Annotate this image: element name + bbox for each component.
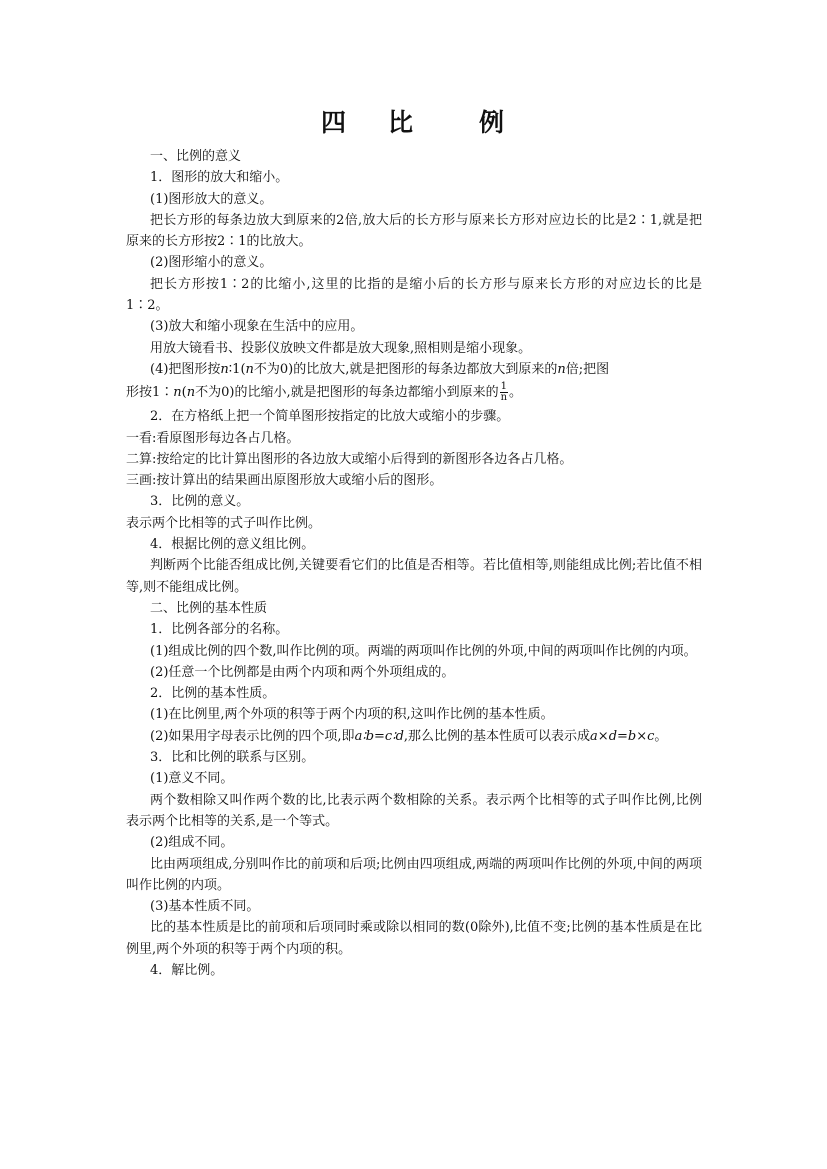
paragraph-text: 用放大镜看书、投影仪放映文件都是放大现象,照相则是缩小现象。 [150,340,532,356]
paragraph-text: 把长方形的每条边放大到原来的2倍,放大后的长方形与原来长方形对应边长的比是2∶1,就是把原来的长方形按2∶1的比放大。 [126,212,702,250]
paragraph-item: 2．在方格纸上把一个简单图形按指定的比放大或缩小的步骤。 [150,409,510,425]
paragraph-item: 4．根据比例的意义组比例。 [150,537,315,553]
fraction: $\frac{1}{n}$ [500,381,508,404]
paragraph-text: (1)组成比例的四个数,叫作比例的项。两端的两项叫作比例的外项,中间的两项叫作比例的内项。 [150,643,697,659]
paragraph-text: (2)任意一个比例都是由两个内项和两个外项组成的。 [150,664,455,680]
paragraph-item: (2)组成不同。 [150,835,234,851]
paragraph-text: 表示两个比相等的式子叫作比例。 [126,515,322,531]
paragraph-item: 2．比例的基本性质。 [150,686,276,702]
section-heading-2: 二、比例的基本性质 [150,600,268,616]
paragraph-item: (1)图形放大的意义。 [150,191,273,207]
step-text: 一看:看原图形每边各占几格。 [126,430,300,446]
paragraph-item: 3．比和比例的联系与区别。 [150,750,315,766]
document-body [126,146,702,981]
page-title [0,108,827,138]
paragraph-text: (2)如果用字母表示比例的四个项,即a∶b=c∶d,那么比例的基本性质可以表示成a×d=b×c。 [150,728,668,744]
title-char-3: 例 [479,108,507,137]
title-char-1: 四 [320,108,348,137]
paragraph-text: (4)把图形按n∶1(n不为0)的比放大,就是把图形的每条边都放大到原来的n倍;把图 [150,361,610,377]
paragraph-item: 1．比例各部分的名称。 [150,622,289,638]
paragraph-item: (3)基本性质不同。 [150,899,260,915]
paragraph-text: 形按1∶n(n不为0)的比缩小,就是把图形的每条边都缩小到原来的 $\frac{1}{n}$ 。 [126,381,523,404]
paragraph-item: (1)意义不同。 [150,771,234,787]
paragraph-item: 4．解比例。 [150,962,224,978]
step-text: 二算:按给定的比计算出图形的各边放大或缩小后得到的新图形各边各占几格。 [126,451,573,467]
paragraph-item: 1．图形的放大和缩小。 [150,170,289,186]
paragraph-text: 把长方形按1∶2的比缩小,这里的比指的是缩小后的长方形与原来长方形的对应边长的比是1∶2。 [126,276,702,314]
step-text: 三画:按计算出的结果画出原图形放大或缩小后的图形。 [126,473,443,489]
paragraph-item: (2)图形缩小的意义。 [150,255,273,271]
paragraph-item: 3．比例的意义。 [150,494,250,510]
paragraph-text: 比的基本性质是比的前项和后项同时乘或除以相同的数(0除外),比值不变;比例的基本性质是在比例里,两个外项的积等于两个内项的积。 [126,920,702,957]
paragraph-item: (3)放大和缩小现象在生活中的应用。 [150,319,364,335]
paragraph-text: 两个数相除又叫作两个数的比,比表示两个数相除的关系。表示两个比相等的式子叫作比例,比例表示两个比相等的关系,是一个等式。 [126,792,702,829]
section-heading-1: 一、比例的意义 [150,149,242,164]
paragraph-text: (1)在比例里,两个外项的积等于两个内项的积,这叫作比例的基本性质。 [150,707,554,723]
paragraph-text: 判断两个比能否组成比例,关键要看它们的比值是否相等。若比值相等,则能组成比例;若比值不相等,则不能组成比例。 [126,558,702,595]
title-char-2: 比 [387,108,415,137]
paragraph-text: 比由两项组成,分别叫作比的前项和后项;比例由四项组成,两端的两项叫作比例的外项,中间的两项叫作比例的内项。 [126,856,702,893]
